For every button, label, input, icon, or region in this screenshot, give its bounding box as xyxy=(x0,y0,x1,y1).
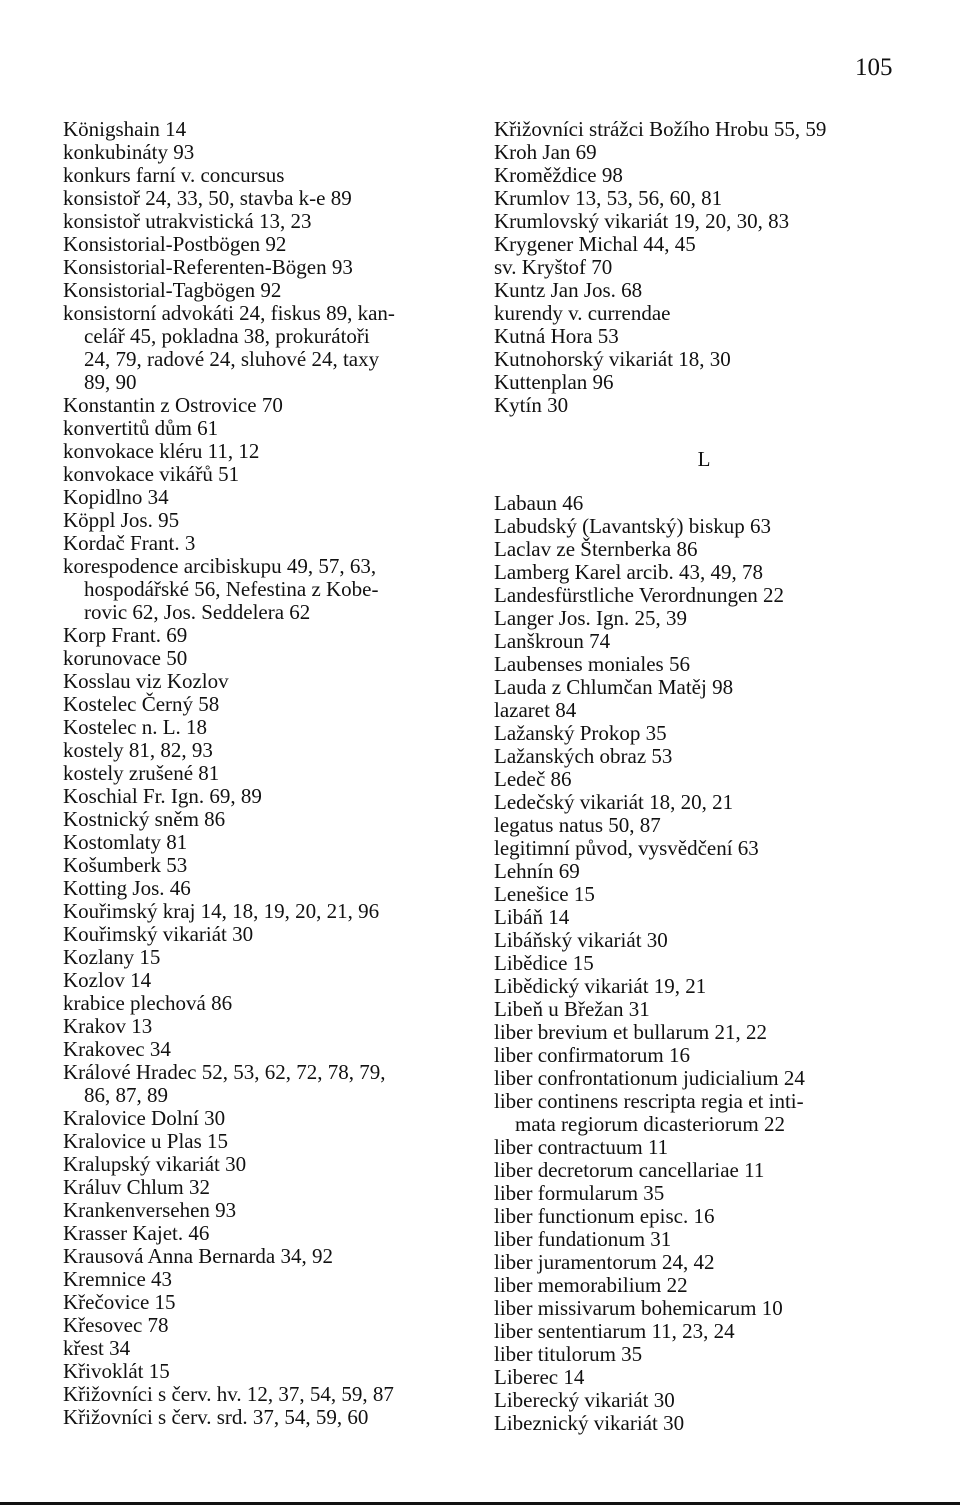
index-entry-text: Kutná Hora 53 xyxy=(494,324,619,348)
index-entry-text: liber brevium et bullarum 21, 22 xyxy=(494,1020,767,1044)
index-entry-text: Langer Jos. Ign. 25, 39 xyxy=(494,606,688,630)
index-entry-text: Kralupský vikariát 30 xyxy=(63,1152,247,1176)
index-entry-text: Lauda z Chlumčan Matěj 98 xyxy=(494,675,734,699)
index-entry xyxy=(63,532,473,555)
index-entry-text: Kozlany 15 xyxy=(63,945,161,969)
index-entry-continuation: hospodářské 56, Nefestina z Kobe- xyxy=(84,577,379,601)
index-entry xyxy=(494,1205,914,1228)
index-entry xyxy=(63,808,473,831)
index-entry xyxy=(494,814,914,837)
index-entry-text: Krankenversehen 93 xyxy=(63,1198,237,1222)
section-letter: L xyxy=(697,447,711,471)
index-entry-text: Křesovec 78 xyxy=(63,1313,169,1337)
index-entry xyxy=(494,975,914,998)
bottom-border-line xyxy=(0,1502,960,1505)
index-entry xyxy=(494,118,914,141)
index-entry-text: Labaun 46 xyxy=(494,491,584,515)
index-entry-text: konsistoř 24, 33, 50, stavba k-e 89 xyxy=(63,186,352,210)
index-entry-text: liber memorabilium 22 xyxy=(494,1273,688,1297)
index-entry xyxy=(63,1015,473,1038)
index-entry-text: Lanškroun 74 xyxy=(494,629,611,653)
index-entry xyxy=(63,1406,473,1429)
index-entry-text: Krumlovský vikariát 19, 20, 30, 83 xyxy=(494,209,790,233)
index-entry xyxy=(494,187,914,210)
index-entry xyxy=(63,693,473,716)
index-entry-text: Landesfürstliche Verordnungen 22 xyxy=(494,583,785,607)
index-entry xyxy=(494,1274,914,1297)
index-entry-text: Lamberg Karel arcib. 43, 49, 78 xyxy=(494,560,764,584)
index-entry-text: konsistoř utrakvistická 13, 23 xyxy=(63,209,312,233)
index-entry-text: konvertitů dům 61 xyxy=(63,416,219,440)
index-entry-text: Kroměždice 98 xyxy=(494,163,623,187)
index-entry-text: Konsistorial-Referenten-Bögen 93 xyxy=(63,255,353,279)
index-entry xyxy=(494,584,914,607)
index-entry-text: liber fundationum 31 xyxy=(494,1227,672,1251)
index-entry xyxy=(63,394,473,417)
index-entry xyxy=(494,1343,914,1366)
index-entry xyxy=(494,699,914,722)
index-entry-text: Liberec 14 xyxy=(494,1365,585,1389)
index-entry-text: konvokace kléru 11, 12 xyxy=(63,439,260,463)
index-entry-text: Křižovníci s červ. hv. 12, 37, 54, 59, 87 xyxy=(63,1382,394,1406)
index-entry xyxy=(494,1297,914,1320)
index-entry-text: Křižovníci s červ. srd. 37, 54, 59, 60 xyxy=(63,1405,369,1429)
index-entry-text: Konstantin z Ostrovice 70 xyxy=(63,393,283,417)
index-entry xyxy=(63,1176,473,1199)
index-entry-text: Labudský (Lavantský) biskup 63 xyxy=(494,514,772,538)
index-entry-text: legitimní původ, vysvědčení 63 xyxy=(494,836,759,860)
index-entry-text: liber missivarum bohemicarum 10 xyxy=(494,1296,783,1320)
index-entry xyxy=(494,538,914,561)
index-entry-text: kostely zrušené 81 xyxy=(63,761,220,785)
index-entry-text: Krakov 13 xyxy=(63,1014,153,1038)
index-entry xyxy=(63,900,473,923)
index-entry-continuation: rovic 62, Jos. Seddelera 62 xyxy=(84,600,311,624)
index-entry xyxy=(63,992,473,1015)
index-entry xyxy=(494,394,914,417)
index-entry xyxy=(494,722,914,745)
index-entry-text: Králuv Chlum 32 xyxy=(63,1175,210,1199)
index-entry-text: Libeznický vikariát 30 xyxy=(494,1411,685,1435)
index-entry-text: Kordač Frant. 3 xyxy=(63,531,196,555)
index-entry xyxy=(494,1090,914,1136)
index-entry xyxy=(494,791,914,814)
index-entry xyxy=(494,1044,914,1067)
index-entry xyxy=(63,716,473,739)
index-entry-text: kurendy v. currendae xyxy=(494,301,671,325)
index-entry-text: Kosslau viz Kozlov xyxy=(63,669,229,693)
index-entry xyxy=(63,785,473,808)
index-entry-text: Kozlov 14 xyxy=(63,968,152,992)
index-entry-continuation: 24, 79, radové 24, sluhové 24, taxy xyxy=(84,347,380,371)
index-entry xyxy=(63,946,473,969)
index-entry-text: liber juramentorum 24, 42 xyxy=(494,1250,715,1274)
index-entry-text: Laclav ze Šternberka 86 xyxy=(494,537,698,561)
index-entry-text: Košumberk 53 xyxy=(63,853,188,877)
index-entry-text: liber titulorum 35 xyxy=(494,1342,643,1366)
index-entry-text: Libědice 15 xyxy=(494,951,594,975)
index-entry-text: Kralovice u Plas 15 xyxy=(63,1129,229,1153)
index-entry xyxy=(494,1389,914,1412)
index-entry xyxy=(494,607,914,630)
index-entry xyxy=(63,647,473,670)
index-entry xyxy=(63,969,473,992)
index-entry xyxy=(63,670,473,693)
index-entry xyxy=(494,1136,914,1159)
index-entry xyxy=(494,1412,914,1435)
index-entry-text: Kytín 30 xyxy=(494,393,569,417)
index-entry xyxy=(494,302,914,325)
index-entry xyxy=(494,883,914,906)
index-entry xyxy=(494,1320,914,1343)
index-entry xyxy=(63,509,473,532)
index-entry xyxy=(494,141,914,164)
index-entry xyxy=(63,1360,473,1383)
index-entry-text: Königshain 14 xyxy=(63,117,187,141)
index-entry-text: Kutnohorský vikariát 18, 30 xyxy=(494,347,731,371)
index-entry xyxy=(63,1038,473,1061)
index-entry xyxy=(63,1222,473,1245)
index-entry-text: Liberecký vikariát 30 xyxy=(494,1388,675,1412)
index-entry xyxy=(494,768,914,791)
index-entry xyxy=(63,762,473,785)
index-entry-text: Lažanský Prokop 35 xyxy=(494,721,667,745)
index-entry xyxy=(63,417,473,440)
index-entry xyxy=(494,1021,914,1044)
index-entry xyxy=(494,998,914,1021)
index-entry xyxy=(63,486,473,509)
index-entry-text: Ledečský vikariát 18, 20, 21 xyxy=(494,790,734,814)
index-entry xyxy=(63,1061,473,1107)
index-entry-text: Kostomlaty 81 xyxy=(63,830,188,854)
index-entry-text: liber functionum episc. 16 xyxy=(494,1204,715,1228)
index-entry-text: Korp Frant. 69 xyxy=(63,623,188,647)
index-entry xyxy=(63,1337,473,1360)
index-entry xyxy=(494,676,914,699)
index-entry xyxy=(63,854,473,877)
index-entry-text: kostely 81, 82, 93 xyxy=(63,738,213,762)
index-entry-text: Křižovníci strážci Božího Hrobu 55, 59 xyxy=(494,117,827,141)
index-entry xyxy=(494,952,914,975)
index-entry xyxy=(63,233,473,256)
index-entry xyxy=(63,555,473,624)
index-column-left xyxy=(63,118,473,1429)
index-entry xyxy=(494,630,914,653)
index-entry xyxy=(494,348,914,371)
index-entry xyxy=(63,279,473,302)
index-entry xyxy=(494,325,914,348)
index-entry-text: Konsistorial-Postbögen 92 xyxy=(63,232,287,256)
index-entry xyxy=(63,164,473,187)
index-entry xyxy=(63,923,473,946)
index-entry xyxy=(494,1366,914,1389)
index-entry xyxy=(494,492,914,515)
index-entry-text: Kremnice 43 xyxy=(63,1267,173,1291)
index-entry-continuation: 86, 87, 89 xyxy=(84,1083,168,1107)
index-entry xyxy=(494,233,914,256)
index-entry-text: Kostnický sněm 86 xyxy=(63,807,226,831)
index-entry-text: Králové Hradec 52, 53, 62, 72, 78, 79, xyxy=(63,1060,386,1084)
index-entry xyxy=(494,561,914,584)
index-entry xyxy=(63,302,473,394)
index-entry-text: konkubináty 93 xyxy=(63,140,195,164)
index-entry-text: Libeň u Břežan 31 xyxy=(494,997,650,1021)
index-entry xyxy=(494,515,914,538)
index-entry-text: Köppl Jos. 95 xyxy=(63,508,180,532)
index-entry xyxy=(63,118,473,141)
index-entry-text: Kotting Jos. 46 xyxy=(63,876,191,900)
index-entry-text: konsistorní advokáti 24, fiskus 89, kan- xyxy=(63,301,395,325)
index-entry-text: Kuntz Jan Jos. 68 xyxy=(494,278,643,302)
index-entry-text: křest 34 xyxy=(63,1336,131,1360)
index-entry xyxy=(494,1228,914,1251)
index-entry-text: lazaret 84 xyxy=(494,698,577,722)
index-entry-text: liber confirmatorum 16 xyxy=(494,1043,690,1067)
index-entry-text: Koschial Fr. Ign. 69, 89 xyxy=(63,784,262,808)
index-entry xyxy=(494,164,914,187)
index-entry-text: liber continens rescripta regia et inti- xyxy=(494,1089,804,1113)
index-entry xyxy=(63,1245,473,1268)
index-entry-continuation: 89, 90 xyxy=(84,370,137,394)
index-entry xyxy=(63,1291,473,1314)
index-entry-text: Krasser Kajet. 46 xyxy=(63,1221,210,1245)
index-entry-text: liber sententiarum 11, 23, 24 xyxy=(494,1319,735,1343)
index-entry-continuation: mata regiorum dicasteriorum 22 xyxy=(515,1112,785,1136)
index-entry xyxy=(63,1199,473,1222)
index-entry-text: Kouřimský vikariát 30 xyxy=(63,922,254,946)
index-entry-text: Libáň 14 xyxy=(494,905,570,929)
index-entry xyxy=(494,1182,914,1205)
index-entry xyxy=(494,837,914,860)
index-entry-text: Krausová Anna Bernarda 34, 92 xyxy=(63,1244,334,1268)
index-entry-text: liber contractuum 11 xyxy=(494,1135,669,1159)
index-entry-text: Laubenses moniales 56 xyxy=(494,652,690,676)
index-entry xyxy=(494,860,914,883)
index-entry xyxy=(63,624,473,647)
index-entry-text: Lenešice 15 xyxy=(494,882,595,906)
index-entry-text: Kouřimský kraj 14, 18, 19, 20, 21, 96 xyxy=(63,899,380,923)
index-entry xyxy=(63,210,473,233)
index-entry xyxy=(63,1314,473,1337)
index-entry xyxy=(63,739,473,762)
index-entry-text: liber formularum 35 xyxy=(494,1181,665,1205)
index-entry xyxy=(494,1251,914,1274)
index-entry-text: krabice plechová 86 xyxy=(63,991,233,1015)
index-entry xyxy=(494,371,914,394)
index-entry xyxy=(494,745,914,768)
index-entry-text: Kostelec Černý 58 xyxy=(63,692,220,716)
index-entry-text: legatus natus 50, 87 xyxy=(494,813,661,837)
index-column-right xyxy=(494,118,914,1435)
index-entry xyxy=(63,256,473,279)
index-entry xyxy=(494,653,914,676)
index-entry-text: Krygener Michal 44, 45 xyxy=(494,232,696,256)
index-entry xyxy=(494,1159,914,1182)
index-entry xyxy=(63,1268,473,1291)
index-entry-text: korespodence arcibiskupu 49, 57, 63, xyxy=(63,554,377,578)
index-entry xyxy=(494,1067,914,1090)
index-entry-text: Lažanských obraz 53 xyxy=(494,744,673,768)
index-entry xyxy=(63,877,473,900)
index-entry-text: Ledeč 86 xyxy=(494,767,572,791)
index-entry-text: konvokace vikářů 51 xyxy=(63,462,240,486)
index-entry-text: liber confrontationum judicialium 24 xyxy=(494,1066,805,1090)
index-entry-text: Křečovice 15 xyxy=(63,1290,176,1314)
index-entry-text: Kralovice Dolní 30 xyxy=(63,1106,226,1130)
index-entry xyxy=(63,463,473,486)
index-entry-text: Konsistorial-Tagbögen 92 xyxy=(63,278,282,302)
index-entry xyxy=(494,256,914,279)
index-entry-text: sv. Kryštof 70 xyxy=(494,255,613,279)
index-entry-text: Kroh Jan 69 xyxy=(494,140,597,164)
index-entry xyxy=(63,187,473,210)
index-entry xyxy=(63,1383,473,1406)
index-entry-text: Kostelec n. L. 18 xyxy=(63,715,208,739)
index-entry xyxy=(494,906,914,929)
index-entry xyxy=(494,210,914,233)
index-entry xyxy=(63,1153,473,1176)
index-entry-text: Krakovec 34 xyxy=(63,1037,171,1061)
index-entry-text: Křivoklát 15 xyxy=(63,1359,170,1383)
index-entry-text: Kopidlno 34 xyxy=(63,485,169,509)
index-entry-text: Libědický vikariát 19, 21 xyxy=(494,974,707,998)
index-entry xyxy=(63,1130,473,1153)
index-entry xyxy=(63,440,473,463)
index-entry-text: Kuttenplan 96 xyxy=(494,370,614,394)
index-entry-continuation: celář 45, pokladna 38, prokurátoři xyxy=(84,324,370,348)
index-entry xyxy=(63,141,473,164)
page-number: 105 xyxy=(855,54,893,81)
index-entry xyxy=(494,929,914,952)
index-entry-text: Libáňský vikariát 30 xyxy=(494,928,668,952)
index-entry xyxy=(494,279,914,302)
index-entry-text: korunovace 50 xyxy=(63,646,188,670)
index-entry-text: Lehnín 69 xyxy=(494,859,580,883)
index-entry xyxy=(63,1107,473,1130)
section-letter-heading xyxy=(494,417,914,492)
index-entry-text: liber decretorum cancellariae 11 xyxy=(494,1158,765,1182)
index-entry xyxy=(63,831,473,854)
index-entry-text: konkurs farní v. concursus xyxy=(63,163,285,187)
index-entry-text: Krumlov 13, 53, 56, 60, 81 xyxy=(494,186,723,210)
